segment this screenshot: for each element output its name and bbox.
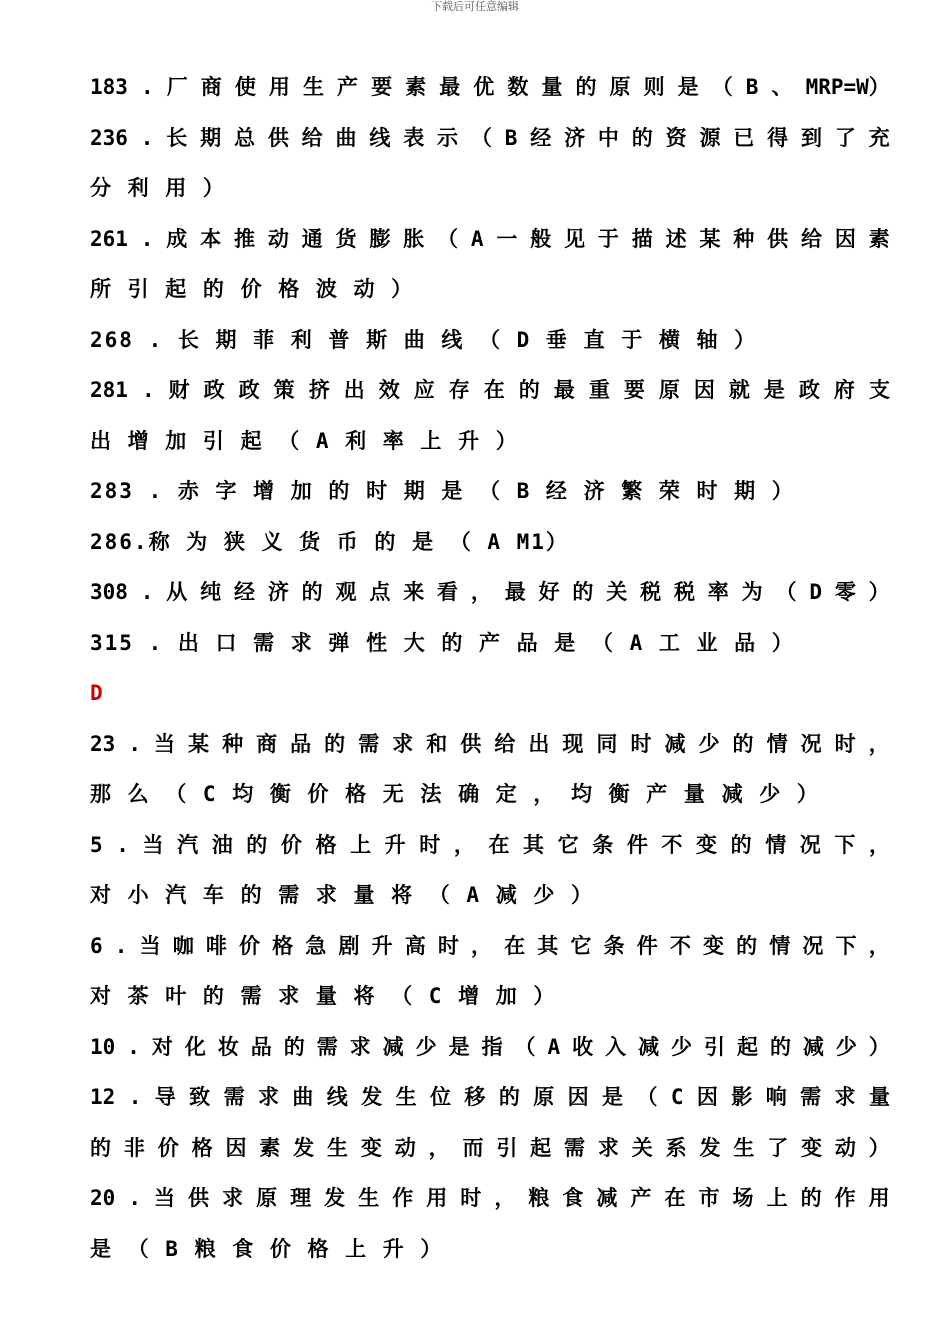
page-header: 下载后可任意编辑 — [431, 0, 519, 13]
text-line-4: 261 . 成 本 推 动 通 货 膨 胀 （ A 一 般 见 于 描 述 某 种 供 给 因 素 — [90, 226, 890, 251]
text-line-5: 所 引 起 的 价 格 波 动 ） — [90, 277, 415, 301]
text-line-10: 286.称 为 狭 义 货 币 的 是 （ A M1） — [90, 529, 569, 554]
text-line-19: 10 . 对 化 妆 品 的 需 求 减 少 是 指 （ A 收 入 减 少 引 起 的 减 少 ） — [90, 1034, 890, 1059]
text-line-21: 的 非 价 格 因 素 发 生 变 动 ， 而 引 起 需 求 关 系 发 生 了 变 动 ） — [90, 1135, 890, 1160]
document-body — [90, 62, 890, 1274]
text-line-16: 对 小 汽 车 的 需 求 量 将 （ A 减 少 ） — [90, 883, 595, 907]
text-line-8: 出 增 加 引 起 （ A 利 率 上 升 ） — [90, 428, 519, 453]
text-line-15: 5 . 当 汽 油 的 价 格 上 升 时 ， 在 其 它 条 件 不 变 的 情 况 下 ， — [90, 832, 890, 857]
text-line-7: 281 . 财 政 政 策 挤 出 效 应 存 在 的 最 重 要 原 因 就 是 政 府 支 — [90, 378, 890, 402]
text-line-22: 20 . 当 供 求 原 理 发 生 作 用 时 ， 粮 食 减 产 在 市 场 上 的 作 用 — [90, 1186, 890, 1210]
text-line-20: 12 . 导 致 需 求 曲 线 发 生 位 移 的 原 因 是 （ C 因 影 响 需 求 量 — [90, 1085, 890, 1109]
text-line-17: 6 . 当 咖 啡 价 格 急 剧 升 高 时 ， 在 其 它 条 件 不 变 的 情 况 下 ， — [90, 933, 890, 958]
text-line-12: 315 . 出 口 需 求 弹 性 大 的 产 品 是 （ A 工 业 品 ） — [90, 630, 795, 655]
section-letter: D — [90, 681, 105, 705]
text-line-6: 268 . 长 期 菲 利 普 斯 曲 线 （ D 垂 直 于 横 轴 ） — [90, 327, 758, 352]
text-line-9: 283 . 赤 字 增 加 的 时 期 是 （ B 经 济 繁 荣 时 期 ） — [90, 479, 795, 503]
text-line-23: 是 （ B 粮 食 价 格 上 升 ） — [90, 1236, 444, 1261]
text-line-11: 308 . 从 纯 经 济 的 观 点 来 看 ， 最 好 的 关 税 税 率 为 （ D 零 ） — [90, 580, 890, 604]
text-line-2: 236 . 长 期 总 供 给 曲 线 表 示 （ B 经 济 中 的 资 源 已 得 到 了 充 — [90, 125, 890, 150]
text-line-18: 对 茶 叶 的 需 求 量 将 （ C 增 加 ） — [90, 984, 557, 1008]
text-line-14: 那 么 （ C 均 衡 价 格 无 法 确 定 ， 均 衡 产 量 减 少 ） — [90, 782, 820, 806]
text-line-1: 183 . 厂 商 使 用 生 产 要 素 最 优 数 量 的 原 则 是 （ B 、 MRP=W） — [90, 75, 890, 99]
text-line-3: 分 利 用 ） — [90, 176, 226, 200]
text-line-13: 23 . 当 某 种 商 品 的 需 求 和 供 给 出 现 同 时 减 少 的 情 况 时 ， — [90, 731, 890, 756]
